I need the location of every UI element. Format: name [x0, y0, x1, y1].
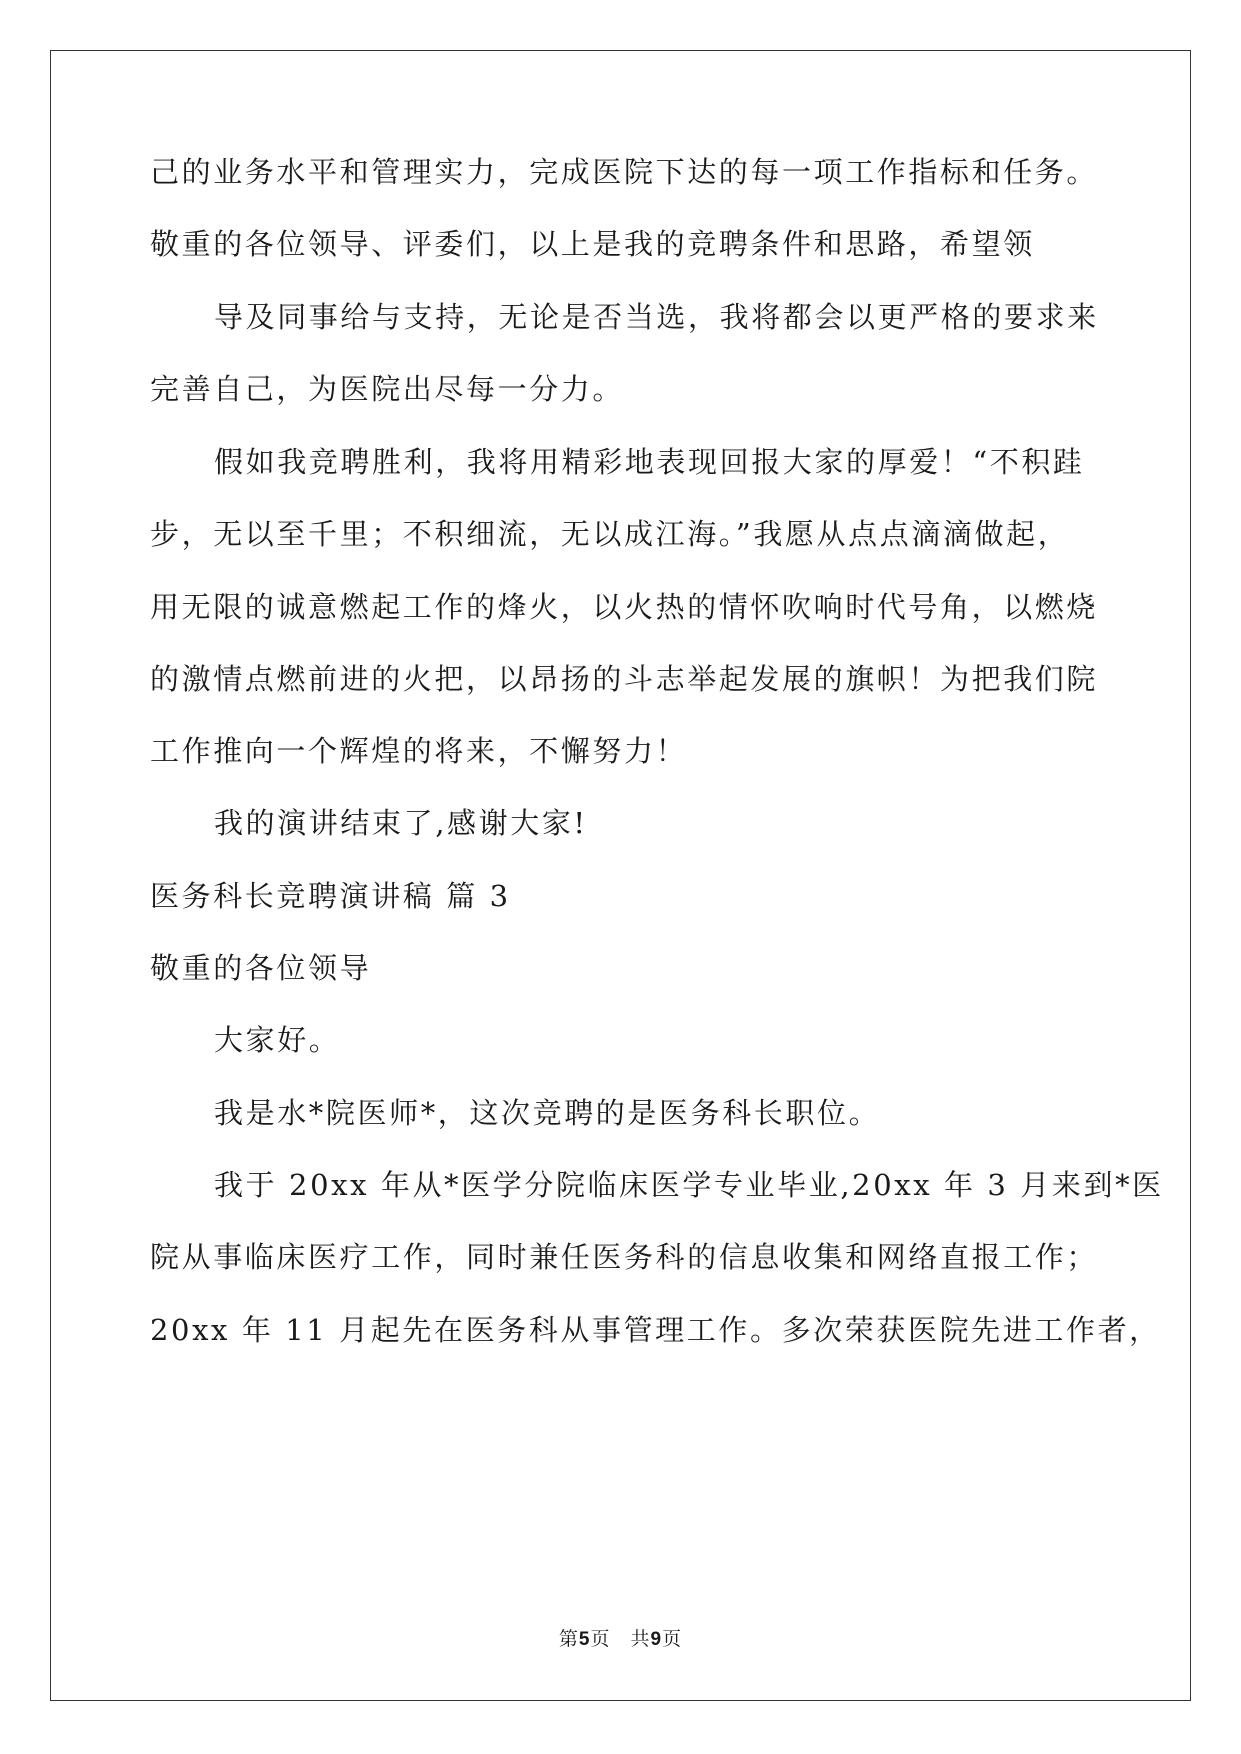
- text-line: 的激情点燃前进的火把，以昂扬的斗志举起发展的旗帜！为把我们院: [150, 662, 1099, 696]
- page-prefix: 第: [558, 1628, 579, 1650]
- text-line: 院从事临床医疗工作，同时兼任医务科的信息收集和网络直报工作；: [150, 1240, 1099, 1274]
- text-line: 20xx 年 11 月起先在医务科从事管理工作。多次荣获医院先进工作者，: [150, 1313, 1161, 1347]
- text-line: 步，无以至千里；不积细流，无以成江海。”我愿从点点滴滴做起，: [150, 517, 1070, 551]
- text-line: 大家好。: [214, 1023, 341, 1057]
- text-line: 工作推向一个辉煌的将来，不懈努力！: [150, 734, 688, 768]
- text-line: 假如我竞聘胜利，我将用精彩地表现回报大家的厚爱！“不积跬: [214, 445, 1085, 479]
- text-line: 己的业务水平和管理实力，完成医院下达的每一项工作指标和任务。: [150, 155, 1099, 189]
- section-heading: 医务科长竞聘演讲稿 篇 3: [150, 879, 511, 913]
- page-footer: [0, 1627, 1241, 1652]
- text-line: 用无限的诚意燃起工作的烽火，以火热的情怀吹响时代号角，以燃烧: [150, 590, 1099, 624]
- salutation: 敬重的各位领导: [150, 951, 372, 985]
- page-current: 5: [578, 1629, 591, 1650]
- page-mid: 页 共: [590, 1628, 651, 1650]
- page-total: 9: [650, 1629, 663, 1650]
- text-line: 完善自己，为医院出尽每一分力。: [150, 372, 625, 406]
- text-line: 导及同事给与支持，无论是否当选，我将都会以更严格的要求来: [214, 300, 1099, 334]
- text-line: 我的演讲结束了,感谢大家!: [214, 806, 588, 840]
- text-line: 敬重的各位领导、评委们，以上是我的竞聘条件和思路，希望领: [150, 227, 1035, 261]
- page-suffix: 页: [662, 1628, 683, 1650]
- text-line: 我于 20xx 年从*医学分院临床医学专业毕业,20xx 年 3 月来到*医: [214, 1168, 1164, 1202]
- text-line: 我是水*院医师*，这次竞聘的是医务科长职位。: [214, 1096, 881, 1130]
